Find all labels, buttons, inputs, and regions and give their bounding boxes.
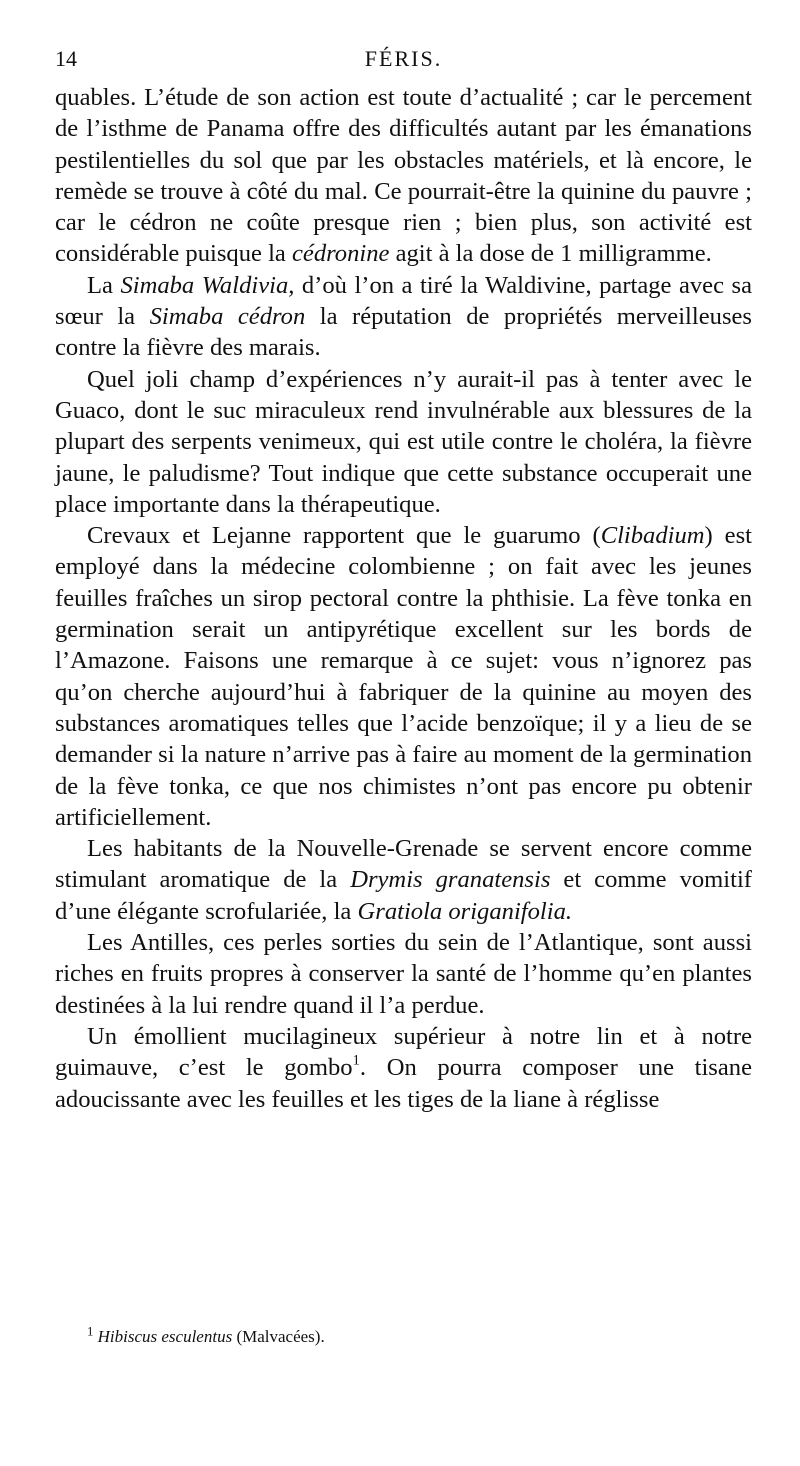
text-run: Les Antilles, ces perles sorties du sein de l’Atlantique, sont aussi riches en fruits propres à conserver la santé de l’homme qu’en plantes destinées à la lui rendre quand il l’a perdue. — [55, 929, 752, 1019]
paragraph — [55, 1021, 752, 1115]
paragraph — [55, 364, 752, 520]
running-head — [55, 44, 752, 74]
text-run: Un émollient mucilagineux supérieur à notre lin et à notre guimauve, c’est le gombo — [55, 1022, 752, 1082]
footnote-species: Hibiscus esculentus — [97, 1327, 233, 1346]
footnote-marker: 1 — [87, 1324, 94, 1339]
italic-text: Gratiola origanifolia. — [357, 897, 573, 925]
text-run: . On pourra composer une tisane adoucissante avec les feuilles et les tiges de la liane à réglisse — [55, 1054, 752, 1113]
footnote-family: (Malvacées). — [236, 1327, 325, 1346]
italic-text: Simaba Waldivia, — [120, 271, 295, 299]
text-run: quables. L’étude de son action est toute d’actualité ; car le percement de l’isthme de Panama offre des difficultés autant par les émanations pestilentielles du sol que par les obstacles matériels, et là encore, le remède se trouve à côté du mal. Ce pourrait-être la quinine du pauvre ; car le cédron ne coûte presque rien ; bien plus, son activité est considérable puisque la — [55, 84, 752, 268]
italic-text: cédronine — [291, 240, 390, 268]
text-run: la réputation de propriétés merveilleuses contre la fièvre des marais. — [55, 303, 752, 362]
paragraph — [55, 82, 752, 270]
text-run: Les habitants de la Nouvelle-Grenade se servent encore comme stimulant aromatique de la — [55, 835, 752, 894]
text-run: d’où l’on a tiré la Waldivine, partage avec sa sœur la — [55, 271, 752, 331]
paragraph — [55, 520, 752, 833]
italic-text: Drymis granatensis — [350, 866, 551, 894]
text-run: ) est employé dans la médecine colombienne ; on fait avec les jeunes feuilles fraîches un sirop pectoral contre la phthisie. La fève tonka en germination serait un antipyrétique excellent sur les bords de l’Amazone. Faisons une remarque à ce sujet: vous n’ignorez pas qu’on cherche aujourd’hui à fabriquer de la quinine au moyen des substances aromatiques telles que l’acide benzoïque; il y a lieu de se demander si la nature n’arrive pas à faire au moment de la germination de la fève tonka, ce que nos chimistes n’ont pas encore pu obtenir artificiellement. — [55, 522, 752, 831]
body-text — [55, 82, 752, 1115]
page-number: 14 — [55, 46, 77, 71]
paragraph — [55, 270, 752, 364]
text-run: Crevaux et Lejanne rapportent que le guarumo ( — [87, 522, 601, 550]
paragraph — [55, 927, 752, 1021]
text-run: et comme vomitif d’une élégante scrofulariée, la — [55, 866, 752, 925]
running-title: FÉRIS. — [364, 46, 443, 71]
footnote — [87, 1325, 747, 1349]
text-run: La — [87, 271, 121, 299]
paragraph — [55, 833, 752, 927]
italic-text: Clibadium — [600, 522, 705, 550]
italic-text: Simaba cédron — [149, 303, 306, 331]
footnote-reference: 1 — [352, 1052, 360, 1069]
text-run: Quel joli champ d’expériences n’y aurait-il pas à tenter avec le Guaco, dont le suc miraculeux rend invulnérable aux blessures de la plupart des serpents venimeux, qui est utile contre le choléra, la fièvre jaune, le paludisme? Tout indique que cette substance occuperait une place importante dans la thérapeutique. — [55, 365, 752, 518]
text-run: agit à la dose de 1 milligramme. — [389, 240, 712, 268]
